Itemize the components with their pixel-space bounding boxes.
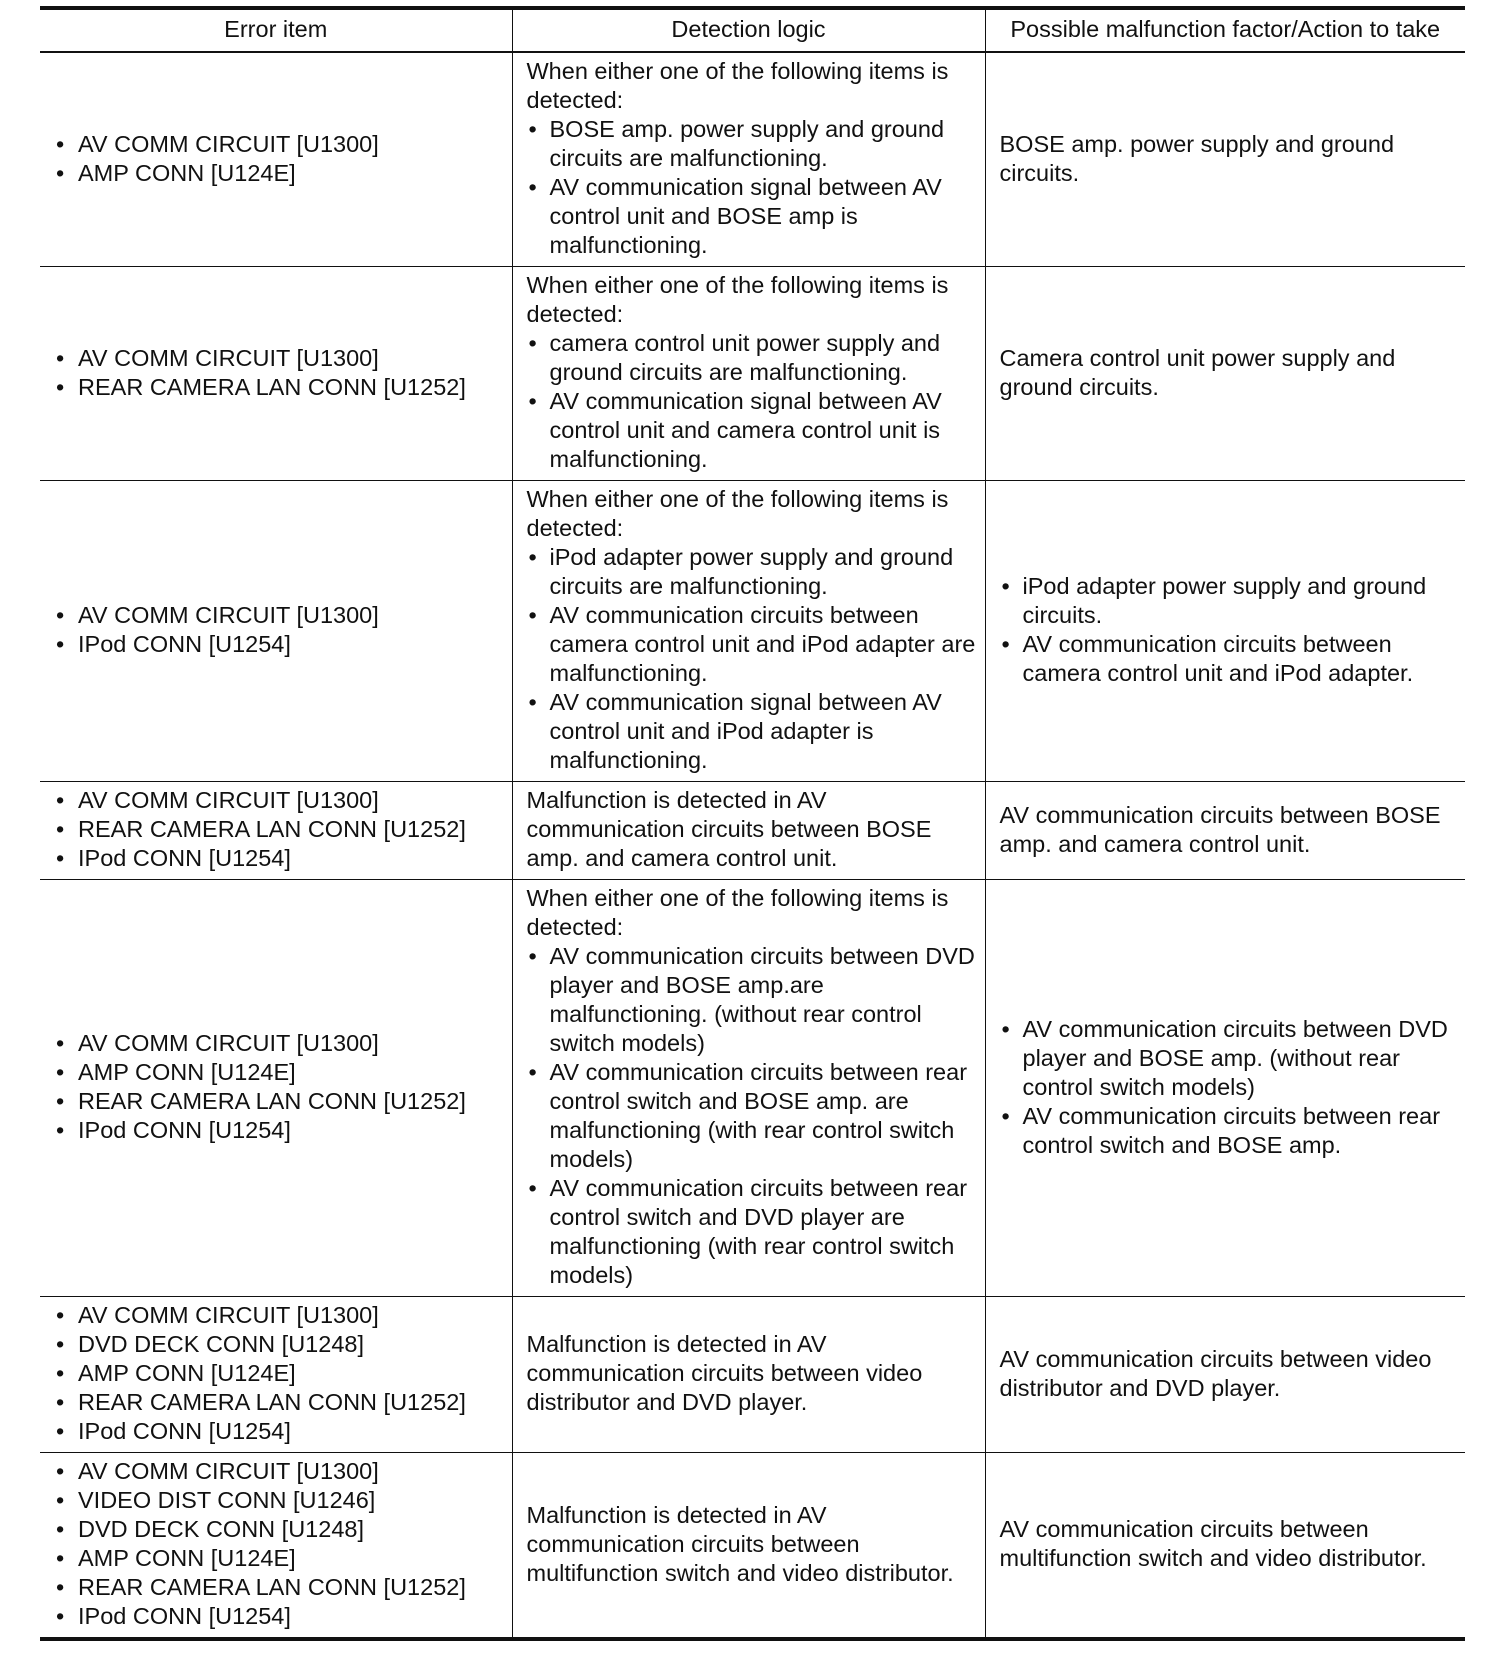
- detection-logic-intro: When either one of the following items is detected:: [526, 885, 949, 940]
- action-list: [1000, 1015, 1458, 1160]
- detection-logic-cell: [512, 1453, 985, 1640]
- action-cell: [985, 880, 1465, 1297]
- table-row: [40, 481, 1465, 782]
- error-item: • REAR CAMERA LAN CONN [U1252]: [54, 1573, 504, 1602]
- header-action: Possible malfunction factor/Action to take: [985, 8, 1465, 52]
- action-cell: [985, 52, 1465, 267]
- error-item: • IPod CONN [U1254]: [54, 1417, 504, 1446]
- detection-logic-intro: When either one of the following items is detected:: [526, 58, 949, 113]
- action-list: [1000, 572, 1458, 688]
- error-item-cell: [40, 782, 512, 880]
- error-item-cell: [40, 880, 512, 1297]
- detection-logic-item: • AV communication signal between AV control unit and iPod adapter is malfunctioning.: [527, 688, 977, 775]
- detection-logic-text: Malfunction is detected in AV communication circuits between video distributor and DVD player.: [526, 1331, 923, 1415]
- detection-logic-cell: [512, 1297, 985, 1453]
- error-item: • AMP CONN [U124E]: [54, 1058, 504, 1087]
- action-item: • AV communication circuits between camera control unit and iPod adapter.: [1000, 630, 1458, 688]
- detection-logic-list: [527, 115, 977, 260]
- action-cell: [985, 267, 1465, 481]
- error-item-cell: [40, 267, 512, 481]
- table-row: [40, 267, 1465, 481]
- error-item: • IPod CONN [U1254]: [54, 630, 504, 659]
- detection-logic-list: [527, 543, 977, 775]
- error-item: • AMP CONN [U124E]: [54, 1544, 504, 1573]
- action-cell: [985, 782, 1465, 880]
- error-item: • AV COMM CIRCUIT [U1300]: [54, 1457, 504, 1486]
- detection-logic-item: • AV communication circuits between DVD player and BOSE amp.are malfunctioning. (without rear control switch models): [527, 942, 977, 1058]
- error-item-list: [54, 1301, 504, 1446]
- error-item: • DVD DECK CONN [U1248]: [54, 1330, 504, 1359]
- error-item: • IPod CONN [U1254]: [54, 844, 504, 873]
- table-row: [40, 1297, 1465, 1453]
- table-body: [40, 52, 1465, 1639]
- detection-logic-item: • AV communication signal between AV control unit and camera control unit is malfunctioning.: [527, 387, 977, 474]
- detection-logic-list: [527, 942, 977, 1290]
- detection-logic-text: Malfunction is detected in AV communication circuits between multifunction switch and video distributor.: [526, 1501, 954, 1586]
- header-detection-logic: Detection logic: [512, 8, 985, 52]
- error-item-cell: [40, 52, 512, 267]
- error-item-list: [54, 786, 504, 873]
- error-item: • REAR CAMERA LAN CONN [U1252]: [54, 373, 504, 402]
- header-row: [40, 8, 1465, 52]
- detection-logic-cell: [512, 52, 985, 267]
- error-item: • AMP CONN [U124E]: [54, 159, 504, 188]
- table-row: [40, 1453, 1465, 1640]
- action-text: AV communication circuits between multifunction switch and video distributor.: [999, 1516, 1427, 1571]
- detection-logic-cell: [512, 782, 985, 880]
- detection-logic-item: • camera control unit power supply and ground circuits are malfunctioning.: [527, 329, 977, 387]
- error-item: • REAR CAMERA LAN CONN [U1252]: [54, 1087, 504, 1116]
- action-item: • AV communication circuits between DVD player and BOSE amp. (without rear control switch models): [1000, 1015, 1458, 1102]
- error-item: • IPod CONN [U1254]: [54, 1602, 504, 1631]
- detection-logic-item: • iPod adapter power supply and ground circuits are malfunctioning.: [527, 543, 977, 601]
- error-item-list: [54, 130, 504, 188]
- detection-logic-item: • AV communication circuits between rear control switch and BOSE amp. are malfunctioning (with rear control switch models): [527, 1058, 977, 1174]
- error-item-list: [54, 601, 504, 659]
- detection-logic-intro: When either one of the following items is detected:: [526, 486, 949, 541]
- error-item: • AV COMM CIRCUIT [U1300]: [54, 601, 504, 630]
- detection-logic-item: • AV communication signal between AV control unit and BOSE amp is malfunctioning.: [527, 173, 977, 260]
- detection-logic-cell: [512, 481, 985, 782]
- action-cell: [985, 481, 1465, 782]
- header-error-item: Error item: [40, 8, 512, 52]
- detection-logic-text: Malfunction is detected in AV communication circuits between BOSE amp. and camera control unit.: [526, 787, 932, 871]
- table-row: [40, 52, 1465, 267]
- detection-logic-intro: When either one of the following items is detected:: [526, 272, 949, 327]
- action-text: AV communication circuits between video distributor and DVD player.: [999, 1345, 1432, 1401]
- detection-logic-item: • AV communication circuits between camera control unit and iPod adapter are malfunctioning.: [527, 601, 977, 688]
- error-item-list: [54, 344, 504, 402]
- error-item: • DVD DECK CONN [U1248]: [54, 1515, 504, 1544]
- action-text: AV communication circuits between BOSE amp. and camera control unit.: [999, 801, 1441, 857]
- table-row: [40, 782, 1465, 880]
- error-item-list: [54, 1457, 504, 1631]
- error-item: • REAR CAMERA LAN CONN [U1252]: [54, 815, 504, 844]
- error-item: • VIDEO DIST CONN [U1246]: [54, 1486, 504, 1515]
- error-table-container: [40, 6, 1465, 1641]
- detection-logic-cell: [512, 267, 985, 481]
- table-row: [40, 880, 1465, 1297]
- error-item: • AV COMM CIRCUIT [U1300]: [54, 786, 504, 815]
- error-item: • IPod CONN [U1254]: [54, 1116, 504, 1145]
- error-item-cell: [40, 1453, 512, 1640]
- detection-logic-list: [527, 329, 977, 474]
- error-item: • REAR CAMERA LAN CONN [U1252]: [54, 1388, 504, 1417]
- action-text: BOSE amp. power supply and ground circuits.: [999, 130, 1395, 186]
- error-table: [40, 6, 1465, 1641]
- action-item: • AV communication circuits between rear control switch and BOSE amp.: [1000, 1102, 1458, 1160]
- error-item: • AV COMM CIRCUIT [U1300]: [54, 344, 504, 373]
- error-item-cell: [40, 1297, 512, 1453]
- detection-logic-item: • BOSE amp. power supply and ground circuits are malfunctioning.: [527, 115, 977, 173]
- action-cell: [985, 1297, 1465, 1453]
- action-text: Camera control unit power supply and ground circuits.: [999, 344, 1396, 400]
- error-item-list: [54, 1029, 504, 1145]
- error-item: • AV COMM CIRCUIT [U1300]: [54, 1029, 504, 1058]
- detection-logic-cell: [512, 880, 985, 1297]
- error-item: • AV COMM CIRCUIT [U1300]: [54, 1301, 504, 1330]
- error-item-cell: [40, 481, 512, 782]
- detection-logic-item: • AV communication circuits between rear control switch and DVD player are malfunctioning (with rear control switch models): [527, 1174, 977, 1290]
- action-item: • iPod adapter power supply and ground circuits.: [1000, 572, 1458, 630]
- error-item: • AMP CONN [U124E]: [54, 1359, 504, 1388]
- error-item: • AV COMM CIRCUIT [U1300]: [54, 130, 504, 159]
- action-cell: [985, 1453, 1465, 1640]
